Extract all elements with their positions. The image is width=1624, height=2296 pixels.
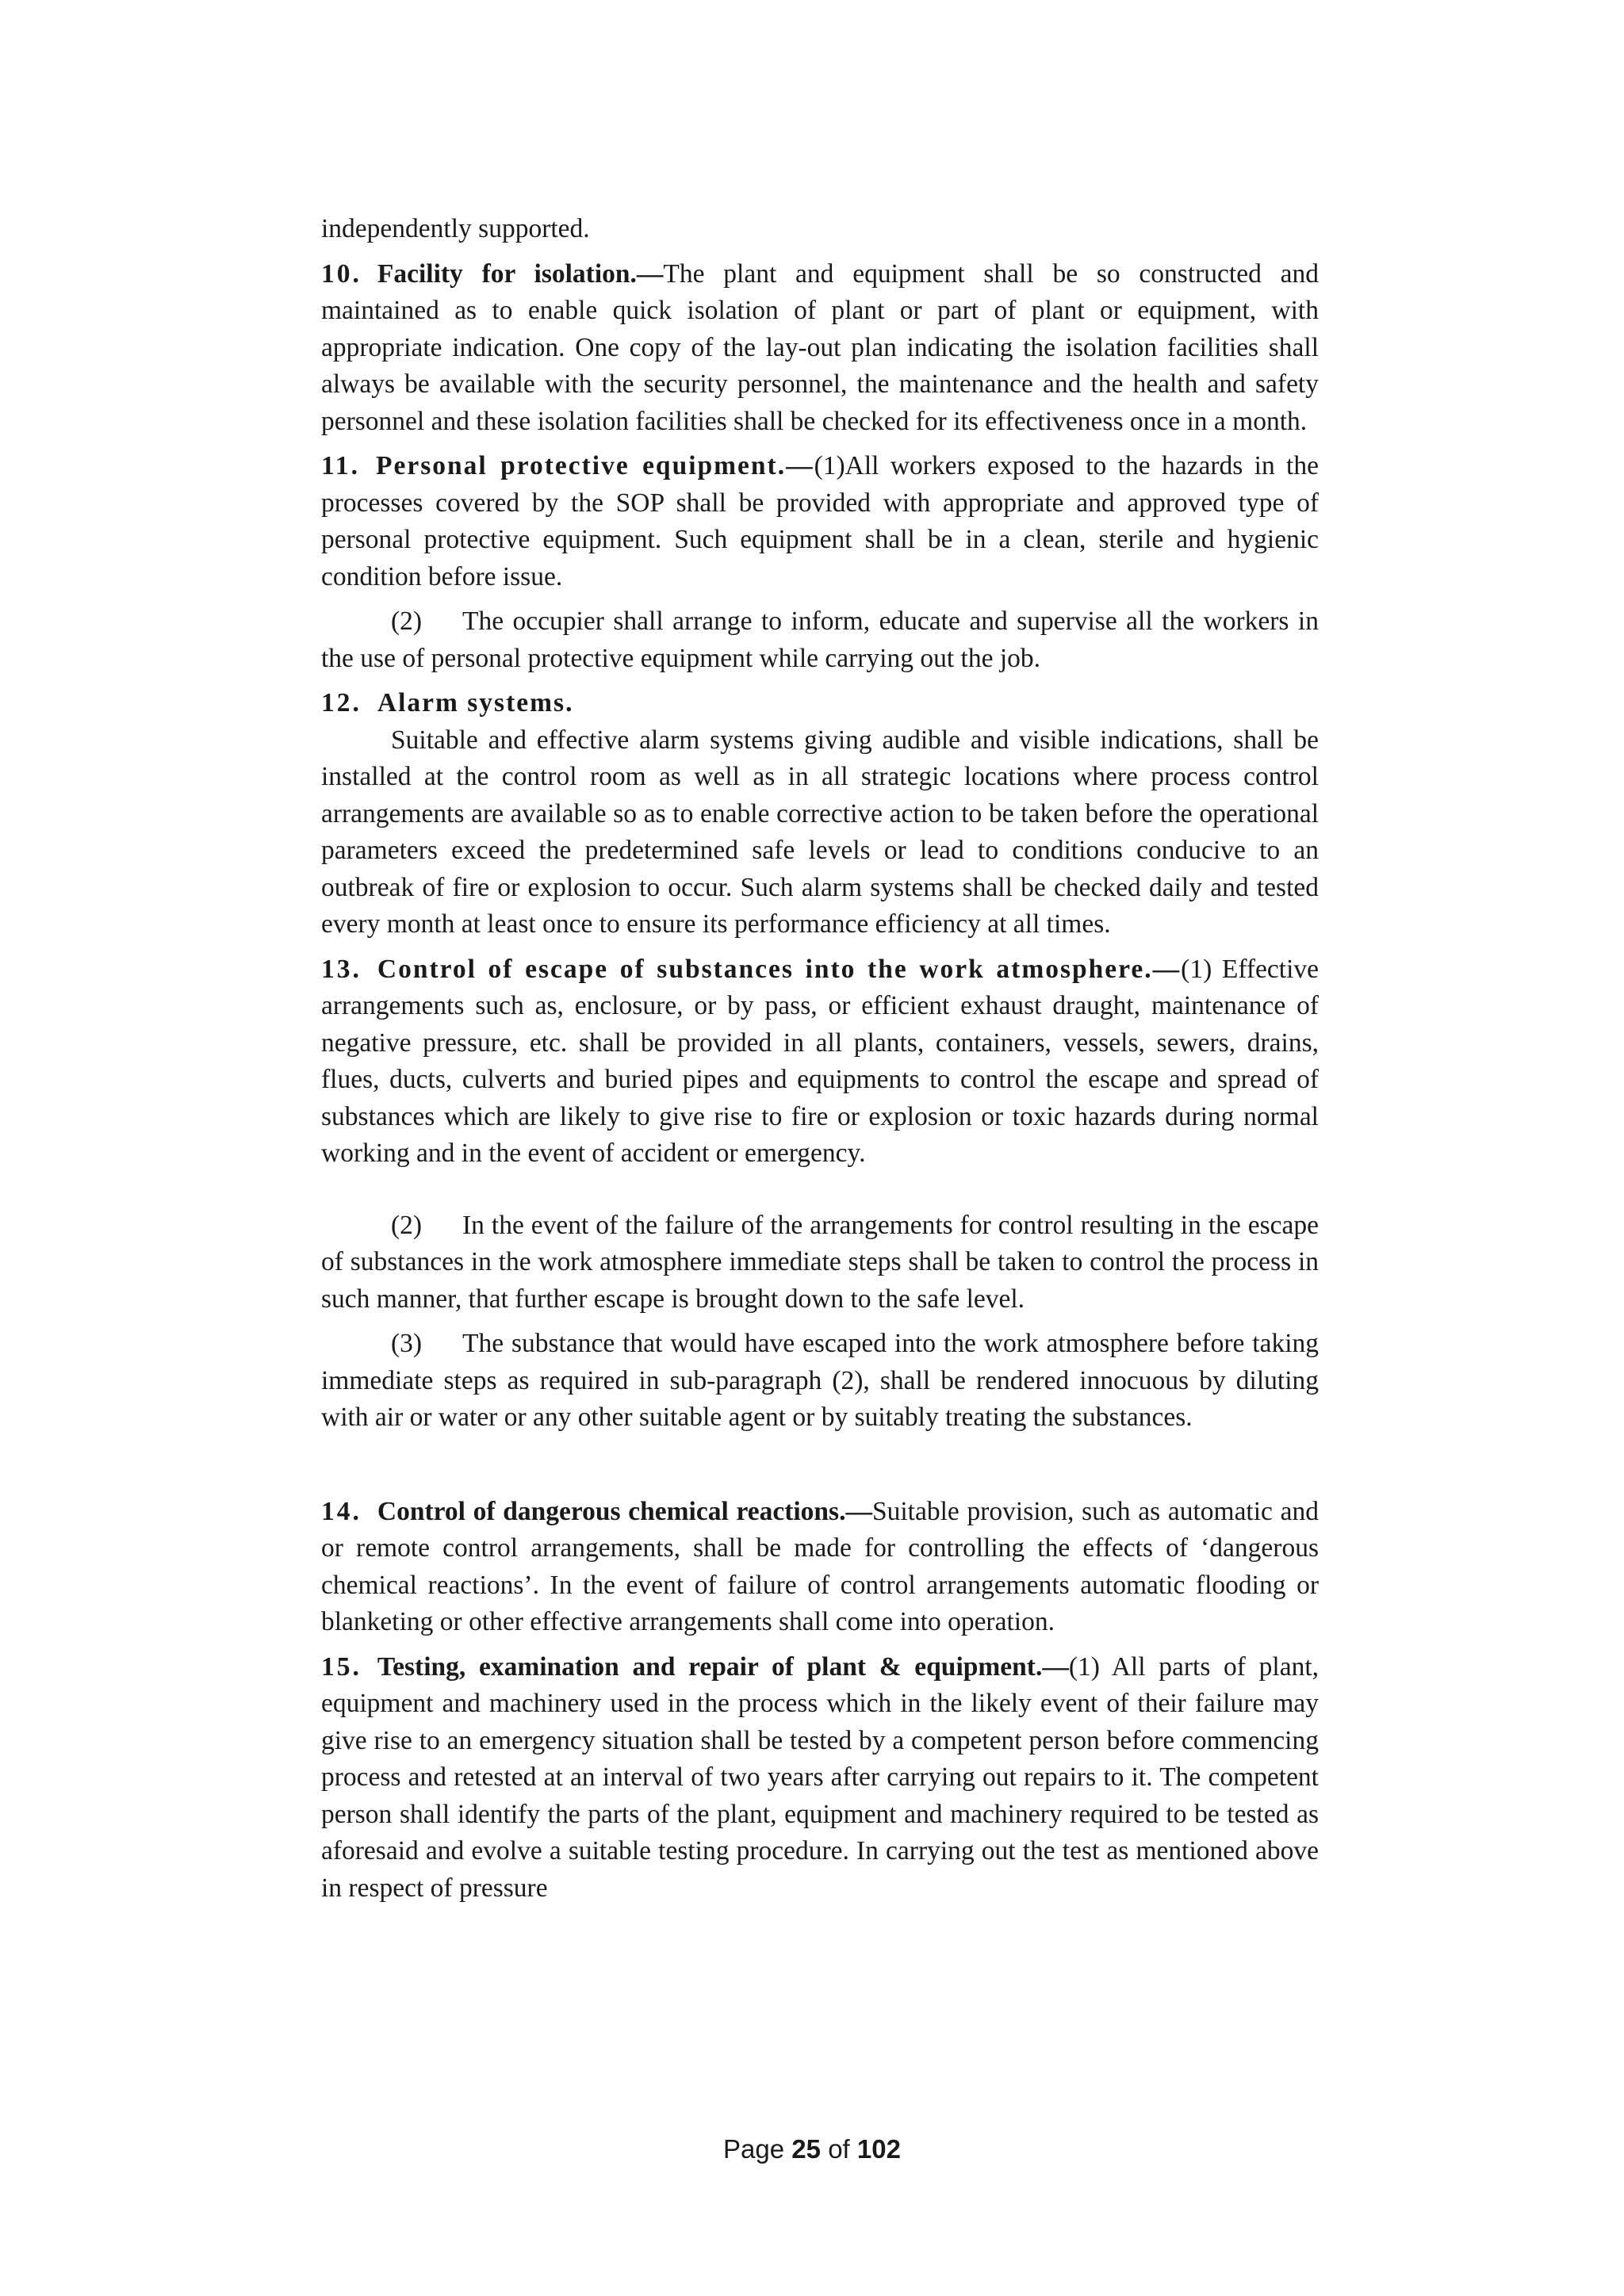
- section-12: [321, 685, 1319, 722]
- section-14: [321, 1494, 1319, 1641]
- section-title: Testing, examination and repair of plant & equipment.—: [377, 1651, 1069, 1682]
- section-text: (1) Effective arrangements such as, enclosure, or by pass, or efficient exhaust draught, maintenance of negative pressure, etc. shall be provided in all plants, containers, vessels, sewers, drains, flues, ducts, culverts and buried pipes and equipments to control the escape and spread of substances which are likely to give rise to fire or explosion or toxic hazards during normal working and in the event of accident or emergency.: [321, 954, 1320, 1168]
- subpara-number: (2): [391, 607, 423, 636]
- subpara-text: The occupier shall arrange to inform, educate and supervise all the workers in the use of personal protective equipment while carrying out the job.: [321, 607, 1319, 673]
- page-body: [321, 211, 1319, 1907]
- section-12-text: Suitable and effective alarm systems giving audible and visible indications, shall be installed at the control room as well as in all strategic locations where process control arrangements are available so as to enable corrective action to be taken before the operational parameters exceed the predetermined safe levels or lead to conditions conducive to an outbreak of fire or explosion to occur. Such alarm systems shall be checked daily and tested every month at least once to ensure its performance efficiency at all times.: [321, 725, 1319, 939]
- section-text: Suitable provision, such as automatic and or remote control arrangements, shall be made for controlling the effects of ‘dangerous chemical reactions’. In the event of failure of control arrangements automatic flooding or blanketing or other effective arrangements shall come into operation.: [321, 1496, 1319, 1636]
- subpara-number: (3): [391, 1329, 423, 1358]
- footer-of-label: of: [828, 2134, 850, 2164]
- continuation-text: independently supported.: [321, 214, 590, 243]
- section-title: Alarm systems.: [377, 688, 574, 718]
- footer-current-page: 25: [791, 2134, 822, 2164]
- subpara-number: (2): [391, 1210, 423, 1240]
- subpara-text: In the event of the failure of the arrangements for control resulting in the escape of substances in the work atmosphere immediate steps shall be taken to control the process in such manner, that further escape is brought down to the safe level.: [321, 1210, 1319, 1314]
- section-title: Control of dangerous chemical reactions.—: [377, 1496, 872, 1526]
- section-number: 13.: [321, 954, 362, 984]
- section-13-subpara-2: [321, 1207, 1319, 1318]
- section-13-subpara-3: [321, 1326, 1319, 1437]
- section-title: Personal protective equipment.—: [376, 451, 814, 480]
- section-number: 14.: [321, 1496, 362, 1526]
- section-15: [321, 1649, 1319, 1908]
- footer-total-pages: 102: [856, 2134, 901, 2164]
- section-number: 11.: [321, 451, 361, 480]
- section-text: (1)All workers exposed to the hazards in the processes covered by the SOP shall be provided with appropriate and approved type of personal protective equipment. Such equipment shall be in a clean, sterile and hygienic condition before issue.: [321, 451, 1319, 591]
- section-11: [321, 448, 1319, 595]
- section-10: [321, 256, 1319, 441]
- subpara-text: The substance that would have escaped into the work atmosphere before taking immediate steps as required in sub-paragraph (2), shall be rendered innocuous by diluting with air or water or any other suitable agent or by suitably treating the substances.: [321, 1329, 1319, 1432]
- section-number: 10.: [321, 258, 362, 289]
- footer-page-label: Page: [723, 2134, 785, 2164]
- section-13: [321, 951, 1319, 1173]
- section-number: 12.: [321, 688, 362, 718]
- section-11-subpara-2: [321, 603, 1319, 677]
- section-title: Facility for isolation.—: [377, 258, 664, 289]
- section-title: Control of escape of substances into the work atmosphere.—: [377, 954, 1182, 984]
- page-footer: [0, 2134, 1624, 2164]
- section-number: 15.: [321, 1651, 362, 1682]
- section-text: The plant and equipment shall be so constructed and maintained as to enable quick isolation of plant or part of plant or equipment, with appropriate indication. One copy of the lay-out plan indicating the isolation facilities shall always be available with the security personnel, the maintenance and the health and safety personnel and these isolation facilities shall be checked for its effectiveness once in a month.: [321, 258, 1319, 436]
- section-text: (1) All parts of plant, equipment and machinery used in the process which in the likely event of their failure may give rise to an emergency situation shall be tested by a competent person before commencing process and retested at an interval of two years after carrying out repairs to it. The competent person shall identify the parts of the plant, equipment and machinery required to be tested as aforesaid and evolve a suitable testing procedure. In carrying out the test as mentioned above in respect of pressure: [321, 1651, 1320, 1903]
